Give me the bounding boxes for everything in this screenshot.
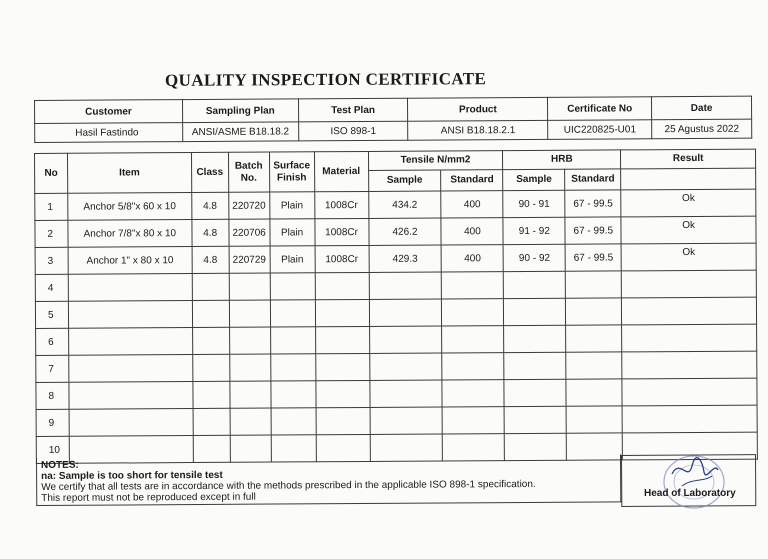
laboratory-stamp-icon — [652, 452, 732, 510]
row-hrb-standard — [566, 352, 622, 379]
row-item — [69, 355, 193, 383]
col-tensile-standard: Standard — [441, 170, 503, 191]
row-tensile-standard — [442, 380, 504, 407]
row-hrb-sample: 90 - 92 — [503, 244, 565, 271]
row-material: 1008Cr — [314, 191, 368, 218]
certificate-title: QUALITY INSPECTION CERTIFICATE — [164, 69, 487, 90]
notes-reproduce: This report must not be reproduced except in full — [41, 491, 256, 504]
row-batch — [229, 354, 270, 381]
row-no: 5 — [35, 301, 68, 328]
row-class: 4.8 — [191, 192, 228, 219]
row-hrb-sample — [504, 298, 566, 325]
row-material — [315, 353, 369, 380]
row-item — [69, 409, 193, 437]
row-tensile-standard: 400 — [441, 191, 503, 218]
row-no: 8 — [36, 382, 69, 409]
row-no: 1 — [35, 193, 68, 220]
row-tensile-standard — [442, 353, 504, 380]
row-class — [193, 381, 230, 408]
row-material — [316, 407, 370, 434]
row-hrb-standard — [566, 406, 622, 433]
row-no: 4 — [35, 274, 68, 301]
row-result: Ok — [621, 216, 756, 244]
row-result — [621, 270, 756, 298]
col-tensile: Tensile N/mm2 — [368, 151, 503, 171]
product-value: ANSI B18.18.2.1 — [408, 120, 548, 140]
col-material: Material — [314, 151, 368, 191]
row-item: Anchor 1" x 80 x 10 — [68, 247, 192, 275]
row-result — [622, 378, 757, 406]
row-material — [315, 272, 369, 299]
row-class — [192, 354, 229, 381]
row-hrb-sample — [504, 271, 566, 298]
col-hrb-sample: Sample — [503, 169, 565, 190]
row-hrb-sample: 91 - 92 — [503, 217, 565, 244]
customer-value: Hasil Fastindo — [35, 123, 183, 143]
row-no: 10 — [36, 436, 69, 463]
row-hrb-standard — [566, 379, 622, 406]
row-batch: 220720 — [228, 192, 269, 219]
row-surface: Plain — [270, 219, 315, 246]
notes-certify: We certify that all tests are in accordance with the methods prescribed in the applicable ISO 898-1 specification. — [41, 478, 536, 493]
row-class: 4.8 — [192, 219, 229, 246]
inspection-rows — [35, 189, 758, 463]
col-hrb-standard: Standard — [565, 169, 621, 190]
row-class — [192, 273, 229, 300]
notes-heading: NOTES: — [41, 459, 79, 471]
row-batch — [229, 273, 270, 300]
date-value: 25 Agustus 2022 — [652, 119, 752, 139]
col-result-sub — [621, 168, 756, 190]
col-batch: Batch No. — [228, 152, 269, 192]
row-material — [315, 299, 369, 326]
col-surface: Surface Finish — [269, 152, 314, 192]
row-tensile-sample: 429.3 — [369, 245, 442, 272]
row-tensile-standard — [442, 407, 504, 434]
row-batch: 220729 — [229, 246, 270, 273]
col-no: No — [35, 153, 68, 193]
row-tensile-sample — [369, 272, 442, 299]
row-tensile-sample — [369, 353, 442, 380]
row-tensile-standard — [442, 299, 504, 326]
row-tensile-standard — [442, 326, 504, 353]
row-hrb-sample — [504, 352, 566, 379]
row-batch — [229, 300, 270, 327]
row-batch: 220706 — [229, 219, 270, 246]
row-hrb-sample: 90 - 91 — [503, 190, 565, 217]
row-hrb-standard — [566, 271, 622, 298]
col-item: Item — [67, 153, 191, 194]
row-tensile-standard: 400 — [441, 218, 503, 245]
col-result: Result — [621, 149, 756, 169]
row-item — [68, 301, 192, 329]
notes-na: na: Sample is too short for tensile test — [41, 469, 223, 482]
col-tensile-sample: Sample — [368, 170, 441, 191]
row-surface — [271, 408, 316, 435]
certificate-no-label: Certificate No — [548, 97, 652, 121]
row-no: 9 — [36, 409, 69, 436]
row-no: 2 — [35, 220, 68, 247]
row-hrb-standard — [566, 298, 622, 325]
row-batch — [230, 381, 271, 408]
row-item: Anchor 7/8"x 80 x 10 — [68, 220, 192, 248]
row-hrb-sample — [504, 406, 566, 433]
row-result: Ok — [621, 243, 756, 271]
row-material: 1008Cr — [315, 245, 369, 272]
row-result — [622, 405, 757, 433]
row-surface — [270, 300, 315, 327]
row-no: 6 — [36, 328, 69, 355]
row-tensile-sample — [369, 380, 442, 407]
row-result — [622, 351, 757, 379]
certificate-header-table — [34, 96, 752, 143]
row-material — [315, 380, 369, 407]
row-class — [193, 408, 230, 435]
row-hrb-standard: 67 - 99.5 — [565, 190, 621, 217]
row-surface: Plain — [269, 192, 314, 219]
row-hrb-sample — [504, 379, 566, 406]
col-class: Class — [191, 152, 228, 192]
row-result: Ok — [621, 189, 756, 217]
head-of-laboratory-label: Head of Laboratory — [644, 488, 736, 499]
row-tensile-sample — [369, 299, 442, 326]
row-class: 4.8 — [192, 246, 229, 273]
header-values-row — [35, 119, 752, 142]
row-tensile-sample: 426.2 — [368, 218, 441, 245]
row-tensile-standard — [442, 272, 504, 299]
row-tensile-standard: 400 — [442, 245, 504, 272]
row-item — [69, 328, 193, 356]
row-surface: Plain — [270, 246, 315, 273]
row-material: 1008Cr — [315, 218, 369, 245]
notes-section — [36, 454, 621, 506]
row-item: Anchor 5/8"x 60 x 10 — [68, 193, 192, 221]
row-surface — [271, 381, 316, 408]
sampling-plan-value: ANSI/ASME B18.18.2 — [182, 122, 298, 142]
inspection-table — [34, 149, 758, 464]
row-surface — [270, 354, 315, 381]
certificate-no-value: UIC220825-U01 — [548, 120, 652, 140]
test-plan-value: ISO 898-1 — [298, 121, 408, 141]
row-result — [622, 297, 757, 325]
row-material — [315, 326, 369, 353]
row-hrb-sample — [504, 325, 566, 352]
sampling-plan-label: Sampling Plan — [182, 99, 298, 123]
test-plan-label: Test Plan — [298, 98, 408, 122]
row-item — [68, 274, 192, 302]
row-hrb-standard: 67 - 99.5 — [565, 217, 621, 244]
date-label: Date — [652, 96, 752, 120]
row-result — [622, 324, 757, 352]
row-hrb-standard — [566, 325, 622, 352]
row-class — [192, 300, 229, 327]
row-surface — [270, 273, 315, 300]
row-tensile-sample — [370, 407, 443, 434]
row-batch — [229, 327, 270, 354]
row-hrb-standard: 67 - 99.5 — [565, 244, 621, 271]
row-no: 7 — [36, 355, 69, 382]
col-hrb: HRB — [503, 150, 621, 170]
row-batch — [230, 408, 271, 435]
row-no: 3 — [35, 247, 68, 274]
row-tensile-sample — [369, 326, 442, 353]
row-surface — [270, 327, 315, 354]
row-class — [192, 327, 229, 354]
product-label: Product — [408, 97, 548, 121]
row-item — [69, 382, 193, 410]
customer-label: Customer — [35, 100, 183, 124]
row-tensile-sample: 434.2 — [368, 191, 441, 218]
